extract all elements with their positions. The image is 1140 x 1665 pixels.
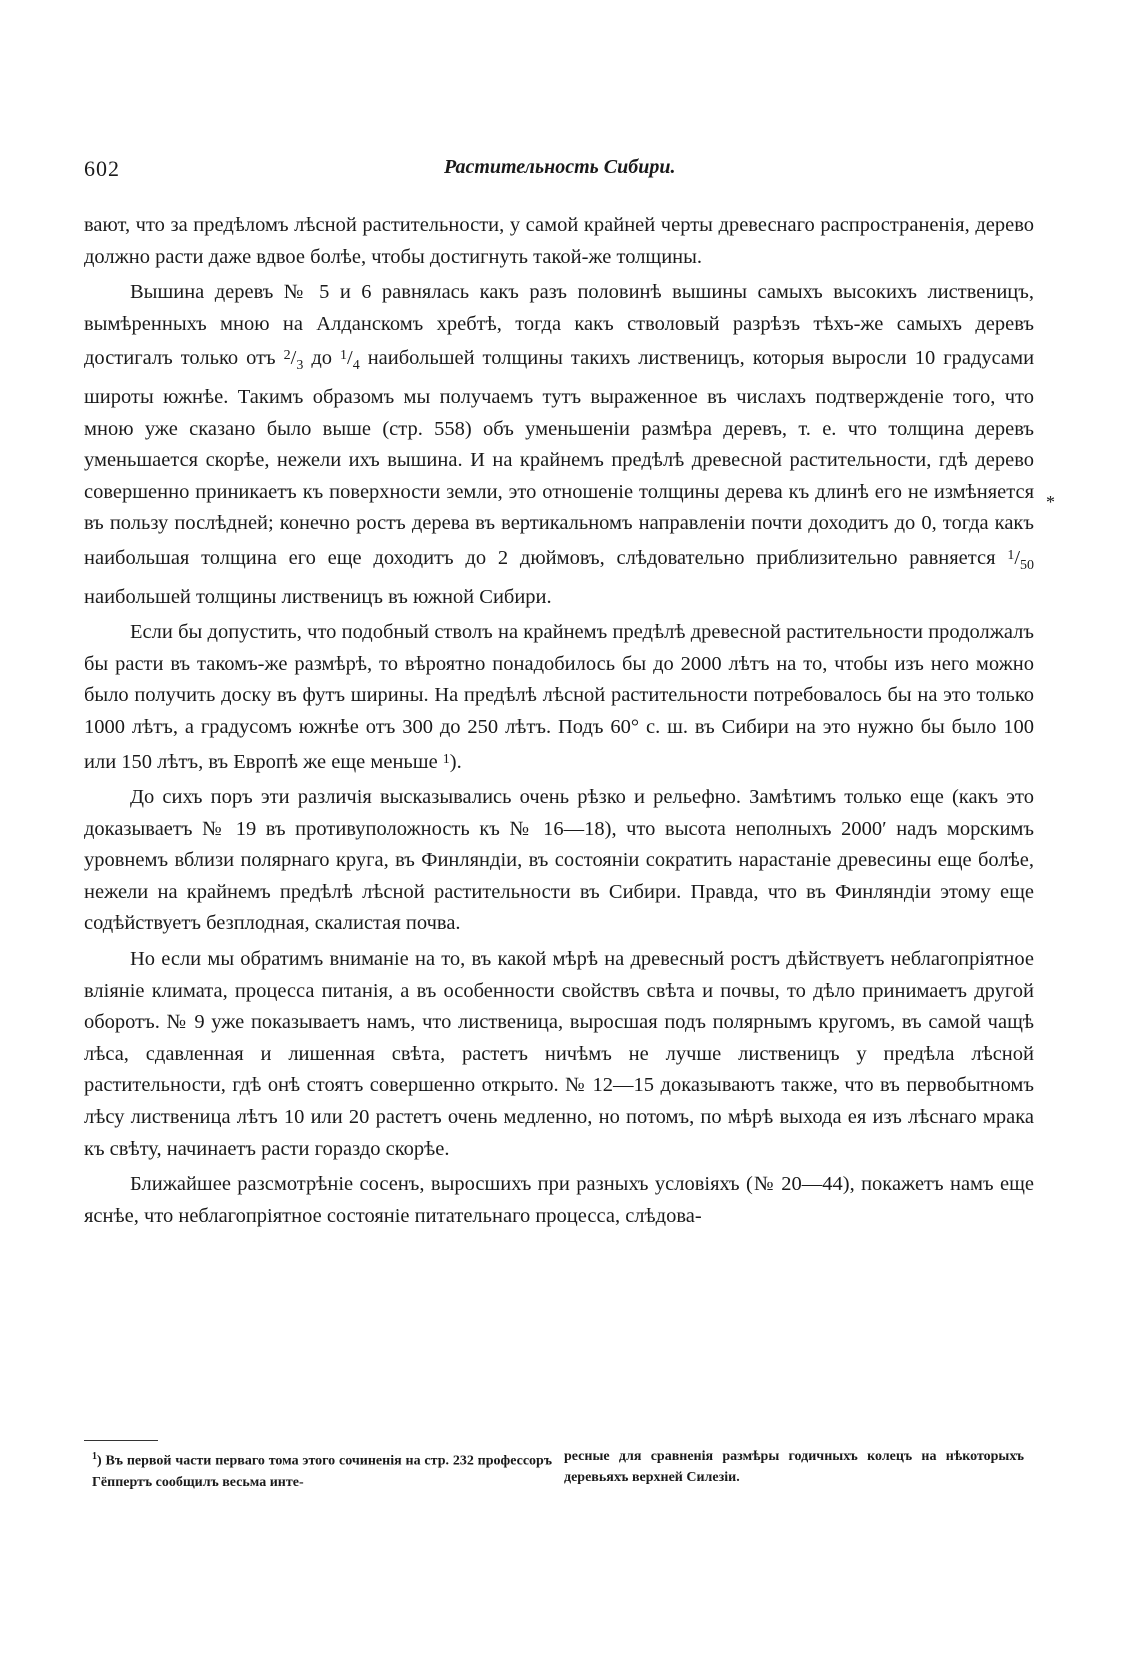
paragraph-segment: до [311, 347, 333, 370]
paragraph-segment: Вышина деревъ № 5 и 6 равнялась какъ разъ половинѣ вышины самыхъ высокихъ лиственицъ, вымѣренныхъ мною на Алданскомъ хребтѣ, тогда какъ стволовый разрѣзъ тѣхъ-же самыхъ деревъ достигалъ только отъ [84, 281, 1034, 370]
page-header [84, 156, 1034, 186]
footnote-column-left: $^1$) Въ первой части перваго тома этого сочиненія на стр. 232 профессоръ Гёппертъ сообщилъ весьма инте- [92, 1451, 552, 1490]
paragraph-segment: Если бы допустить, что подобный стволъ на крайнемъ предѣлѣ древесной растительности продолжалъ бы расти въ такомъ-же размѣрѣ, то вѣроятно понадобилось бы до 2000 лѣтъ на то, чтобы изъ него можно было получить доску въ футъ ширины. На предѣлѣ лѣсной растительности потребовалось бы на это только 1000 лѣтъ, а градусомъ южнѣе отъ 300 до 250 лѣтъ. Подъ 60° с. ш. въ Сибири на это нужно бы было 100 или 150 лѣтъ, въ Европѣ же еще меньше [84, 621, 1034, 773]
paragraph: Вышина деревъ № 5 и 6 равнялась какъ разъ половинѣ вышины самыхъ высокихъ лиственицъ, вымѣренныхъ мною на Алданскомъ хребтѣ, тогда какъ стволовый разрѣзъ тѣхъ-же самыхъ деревъ достигалъ только отъ $^2/_3$ до $^1/_4$ наибольшей толщины такихъ лиственицъ, которыя выросли 10 градусами широты южнѣе. Такимъ образомъ мы получаемъ тутъ выраженное въ числахъ подтвержденіе того, что мною уже сказано было выше (стр. 558) объ уменьшеніи размѣра деревъ, т. е. что толщина деревъ уменьшается скорѣе, нежели ихъ вышина. И на крайнемъ предѣлѣ древесной растительности, гдѣ дерево совершенно приникаетъ къ поверхности земли, это отношеніе толщины дерева къ длинѣ его не измѣняется въ пользу послѣдней; конечно ростъ дерева въ вертикальномъ направленіи почти доходитъ до 0, тогда какъ наибольшая толщина его еще доходитъ до 2 дюймовъ, слѣдовательно приблизительно равняется $^1/_{50}$ наибольшей толщины лиственицъ въ южной Сибири. [84, 281, 1035, 608]
paragraph: вают, что за предѣломъ лѣсной растительности, у самой крайней черты древеснаго распространенія, дерево должно расти даже вдвое болѣе, чтобы достигнуть такой-же толщины. [84, 214, 1034, 268]
page-number: 602 [84, 156, 120, 181]
fraction-numerator: 1 [340, 348, 347, 364]
fraction-numerator: 2 [283, 348, 291, 364]
footnote-text: Въ первой части перваго тома этого сочиненія на стр. 232 профессоръ Гёппертъ сообщилъ весьма инте- [92, 1453, 552, 1490]
fraction-denominator: 4 [352, 358, 360, 374]
fraction-numerator: 1 [1007, 547, 1015, 563]
paragraph: Но если мы обратимъ вниманіе на то, въ какой мѣрѣ на древесный ростъ дѣйствуетъ неблагопріятное вліяніе климата, процесса питанія, а въ особенности свойствъ свѣта и почвы, то дѣло принимаетъ другой оборотъ. № 9 уже показываетъ намъ, что лиственица, выросшая подъ полярнымъ кругомъ, въ самой чащѣ лѣса, сдавленная и лишенная свѣта, растетъ ничѣмъ не лучше лиственицъ у предѣла лѣсной растительности, гдѣ онѣ стоятъ совершенно открыто. № 12—15 доказываютъ также, что въ первобытномъ лѣсу лиственица лѣтъ 10 или 20 растетъ очень медленно, но потомъ, по мѣрѣ выхода ея изъ лѣснаго мрака къ свѣту, начинаетъ расти гораздо скорѣе. [84, 948, 1034, 1160]
paragraph-segment: наибольшей толщины лиственицъ въ южной Сибири. [84, 585, 552, 608]
footnote-marker: 1 [92, 1451, 97, 1462]
running-title: Растительность Сибири. [444, 156, 676, 178]
margin-mark: * [1046, 492, 1055, 512]
footnote-column-right [564, 1446, 1024, 1488]
footnote-reference: 1 [442, 751, 450, 767]
paragraph [84, 617, 1034, 778]
fraction-denominator: 3 [296, 358, 304, 374]
fraction-denominator: 50 [1020, 557, 1035, 573]
paragraph-segment: наибольшей толщины такихъ лиственицъ, которыя выросли 10 градусами широты южнѣе. Такимъ образомъ мы получаемъ тутъ выраженное въ числахъ подтвержденіе того, что мною уже сказано было выше (стр. 558) объ уменьшеніи размѣра деревъ, т. е. что толщина деревъ уменьшается скорѣе, нежели ихъ вышина. И на крайнемъ предѣлѣ древесной растительности, гдѣ дерево совершенно приникаетъ къ поверхности земли, это отношеніе толщины дерева къ длинѣ его не измѣняется въ пользу послѣдней; конечно ростъ дерева въ вертикальномъ направленіи почти доходитъ до 0, тогда какъ наибольшая толщина его еще доходитъ до 2 дюймовъ, слѣдовательно приблизительно равняется [84, 347, 1035, 569]
footnote-text: ресные для сравненія размѣры годичныхъ колецъ на нѣкоторыхъ деревьяхъ верхней Силезіи. [564, 1449, 1024, 1485]
footnote-divider [84, 1440, 158, 1441]
paragraph-segment: ). [449, 750, 462, 773]
paragraph: Ближайшее разсмотрѣніе сосенъ, выросшихъ при разныхъ условіяхъ (№ 20—44), покажетъ намъ еще яснѣе, что неблагопріятное состояніе питательнаго процесса, слѣдова- [84, 1173, 1034, 1227]
paragraph: До сихъ поръ эти различія высказывались очень рѣзко и рельефно. Замѣтимъ только еще (какъ это доказываетъ № 19 въ противуположность къ № 16—18), что высота неполныхъ 2000′ надъ морскимъ уровнемъ вблизи полярнаго круга, въ Финляндіи, въ состояніи сократить нарастаніе древесины еще болѣе, нежели на крайнемъ предѣлѣ лѣсной растительности въ Сибири. Правда, что въ Финляндіи этому еще содѣйствуетъ безплодная, скалистая почва. [84, 786, 1034, 935]
body-text [84, 210, 1034, 1236]
